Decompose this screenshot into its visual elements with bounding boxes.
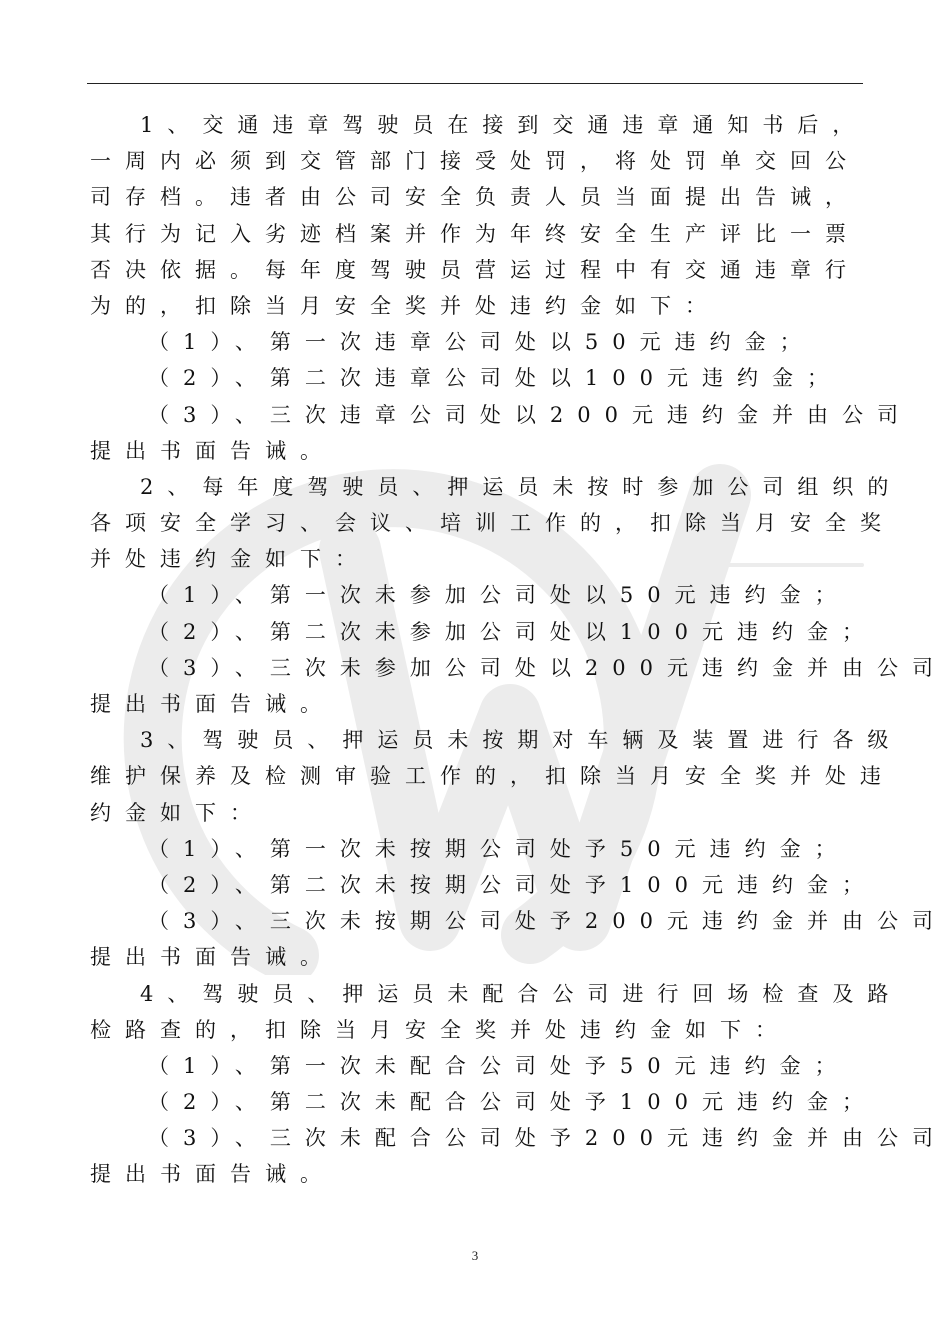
text-line: 提出书面告诫。 (90, 438, 335, 463)
text-line: （2）、第二次违章公司处以100元违约金； (148, 366, 842, 391)
text-line: 并处违约金如下： (90, 547, 370, 572)
text-line: 提出书面告诫。 (90, 945, 335, 970)
text-line: （3）、三次未参加公司处以200元违约金并由公司 (148, 655, 947, 680)
document-body (90, 107, 947, 1193)
text-line: 2、每年度驾驶员、押运员未按时参加公司组织的 (140, 474, 903, 499)
text-line: 约金如下： (90, 800, 265, 825)
page-number: 3 (471, 1248, 479, 1263)
text-line: （1）、第一次违章公司处以50元违约金； (148, 330, 815, 355)
text-line: 否决依据。每年度驾驶员营运过程中有交通违章行 (90, 257, 860, 282)
header-rule (87, 83, 863, 84)
text-line: （1）、第一次未按期公司处予50元违约金； (148, 836, 850, 861)
text-line: 1、交通违章驾驶员在接到交通违章通知书后， (140, 113, 868, 137)
text-line: （2）、第二次未参加公司处以100元违约金； (148, 619, 877, 644)
text-line: 3、驾驶员、押运员未按期对车辆及装置进行各级 (140, 728, 903, 753)
text-line: 各项安全学习、会议、培训工作的，扣除当月安全奖 (90, 511, 895, 536)
text-line: 为的，扣除当月安全奖并处违约金如下： (90, 293, 720, 318)
text-line: 一周内必须到交管部门接受处罚，将处罚单交回公 (90, 149, 860, 174)
text-line: （2）、第二次未配合公司处予100元违约金； (148, 1090, 877, 1115)
text-line: （3）、三次未配合公司处予200元违约金并由公司 (148, 1126, 947, 1151)
text-line: （1）、第一次未配合公司处予50元违约金； (148, 1053, 850, 1078)
text-line: （3）、三次未按期公司处予200元违约金并由公司 (148, 909, 947, 934)
text-line: 其行为记入劣迹档案并作为年终安全生产评比一票 (90, 221, 860, 246)
text-line: （1）、第一次未参加公司处以50元违约金； (148, 583, 850, 608)
text-line: 提出书面告诫。 (90, 1162, 335, 1187)
text-line: （3）、三次违章公司处以200元违约金并由公司 (148, 402, 912, 427)
text-line: 维护保养及检测审验工作的，扣除当月安全奖并处违 (90, 764, 895, 789)
text-line: 司存档。违者由公司安全负责人员当面提出告诫， (90, 185, 860, 210)
text-line: 检路查的，扣除当月安全奖并处违约金如下： (90, 1017, 790, 1042)
text-line: 4、驾驶员、押运员未配合公司进行回场检查及路 (140, 981, 903, 1006)
text-line: 提出书面告诫。 (90, 692, 335, 716)
text-line: （2）、第二次未按期公司处予100元违约金； (148, 872, 877, 897)
